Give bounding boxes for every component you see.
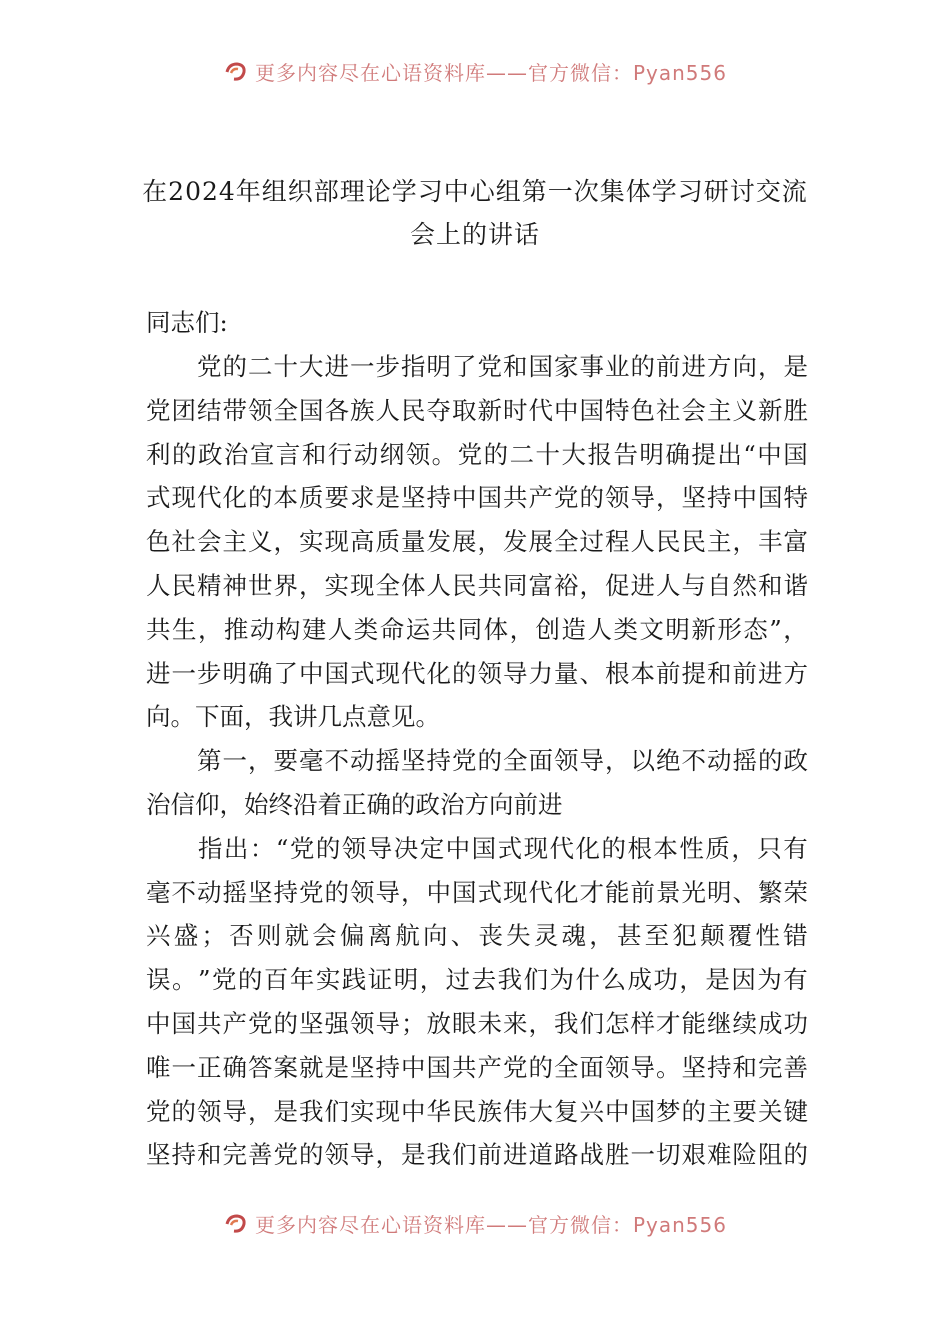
salutation: 同志们: (146, 308, 228, 337)
text-line: 中 国 共 产 党 的 坚 强 领 导 ； 放 眼 未 来 ， 我 们 怎 样 才 能 继 续 成 功 (146, 1008, 808, 1038)
text-line: 党 的 二 十 大 进 一 步 指 明 了 党 和 国 家 事 业 的 前 进 方 向 ， 是 (197, 352, 808, 381)
paragraphs (146, 345, 808, 1177)
text-line: 色 社 会 主 义 ， 实 现 高 质 量 发 展 ， 发 展 全 过 程 人 民 民 主 ， 丰 富 (146, 527, 808, 557)
watermark-text: 更多内容尽在心语资料库——官方微信：Pyan556 (254, 60, 727, 85)
paragraph (146, 827, 808, 1177)
text-line: 式 现 代 化 的 本 质 要 求 是 坚 持 中 国 共 产 党 的 领 导 ， 坚 持 中 国 特 (146, 483, 808, 513)
text-line: 向。下面，我讲几点意见。 (146, 702, 440, 732)
text-line: 唯 一 正 确 答 案 就 是 坚 持 中 国 共 产 党 的 全 面 领 导 。 坚 持 和 完 善 (146, 1052, 808, 1082)
text-line: 第 一 ， 要 毫 不 动 摇 坚 持 党 的 全 面 领 导 ， 以 绝 不 动 摇 的 政 (197, 746, 808, 776)
text-line: 共 生 ， 推 动 构 建 人 类 命 运 共 同 体 ， 创 造 人 类 文 明 新 形 态 ” ， (146, 614, 808, 644)
text-line: 治信仰，始终沿着正确的政治方向前进 (146, 789, 563, 819)
brand-logo-icon (223, 1210, 249, 1236)
text-line: 坚 持 和 完 善 党 的 领 导 ， 是 我 们 前 进 道 路 战 胜 一 切 艰 难 险 阻 的 (146, 1140, 808, 1170)
text-line: 人 民 精 神 世 界 ， 实 现 全 体 人 民 共 同 富 裕 ， 促 进 人 与 自 然 和 谐 (146, 570, 808, 600)
text-line: 兴 盛 ； 否 则 就 会 偏 离 航 向 、 丧 失 灵 魂 ， 甚 至 犯 颠 覆 性 错 (146, 921, 808, 951)
text-line: 进 一 步 明 确 了 中 国 式 现 代 化 的 领 导 力 量 、 根 本 前 提 和 前 进 方 (146, 658, 808, 688)
title-line-2: 会上的讲话 (409, 220, 540, 249)
text-line: 毫 不 动 摇 坚 持 党 的 领 导 ， 中 国 式 现 代 化 才 能 前 景 光 明 、 繁 荣 (146, 877, 808, 907)
text-line: 利 的 政 治 宣 言 和 行 动 纲 领 。 党 的 二 十 大 报 告 明 确 提 出 “ 中 国 (146, 439, 808, 469)
document-title (100, 170, 850, 256)
paragraph (146, 345, 808, 739)
document-body (146, 303, 808, 1177)
text-line: 党 的 领 导 ， 是 我 们 实 现 中 华 民 族 伟 大 复 兴 中 国 梦 的 主 要 关 键 (146, 1096, 808, 1126)
text-line: 指 出 ： “ 党 的 领 导 决 定 中 国 式 现 代 化 的 根 本 性 质 ， 只 有 (197, 833, 808, 863)
paragraph (146, 739, 808, 827)
text-line: 误 。 ” 党 的 百 年 实 践 证 明 ， 过 去 我 们 为 什 么 成 功 ， 是 因 为 有 (146, 965, 808, 995)
watermark-banner-top (0, 56, 950, 86)
watermark-text: 更多内容尽在心语资料库——官方微信：Pyan556 (254, 1212, 727, 1237)
title-line-1: 在2024年组织部理论学习中心组第一次集体学习研讨交流 (142, 177, 808, 206)
brand-logo-icon (223, 58, 249, 84)
watermark-banner-bottom (0, 1208, 950, 1238)
text-line: 党 团 结 带 领 全 国 各 族 人 民 夺 取 新 时 代 中 国 特 色 社 会 主 义 新 胜 (146, 395, 808, 425)
